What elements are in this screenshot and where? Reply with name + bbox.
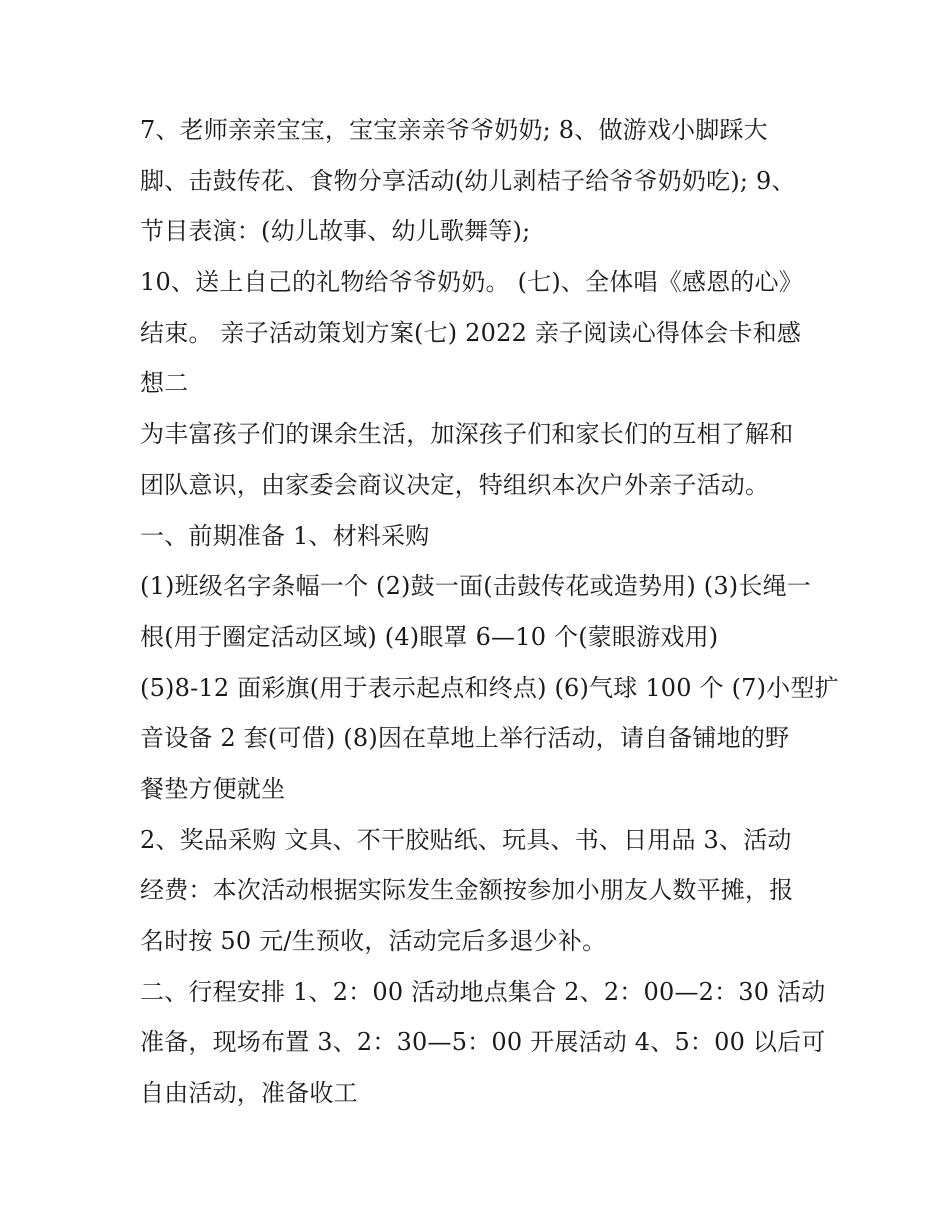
text-line: 2、奖品采购 文具、不干胶贴纸、玩具、书、日用品 3、活动 xyxy=(140,826,792,854)
text-line: 名时按 50 元/生预收，活动完后多退少补。 xyxy=(140,927,607,955)
text-line: 经费：本次活动根据实际发生金额按参加小朋友人数平摊，报 xyxy=(140,876,794,904)
text-line: 餐垫方便就坐 xyxy=(140,775,286,803)
text-line: 7、老师亲亲宝宝，宝宝亲亲爷爷奶奶; 8、做游戏小脚踩大 xyxy=(140,116,768,144)
text-line: 为丰富孩子们的课余生活，加深孩子们和家长们的互相了解和 xyxy=(140,420,794,448)
text-line: 音设备 2 套(可借) (8)因在草地上举行活动，请自备铺地的野 xyxy=(140,724,790,752)
text-line: 脚、击鼓传花、食物分享活动(幼儿剥桔子给爷爷奶奶吃); 9、 xyxy=(140,167,796,195)
section-heading: 二、行程安排 1、2：00 活动地点集合 2、2：00—2：30 活动 xyxy=(140,978,826,1006)
text-line: 节目表演：(幼儿故事、幼儿歌舞等); xyxy=(140,217,531,245)
text-line: 结束。 亲子活动策划方案(七) 2022 亲子阅读心得体会卡和感 xyxy=(140,319,802,347)
text-line: 团队意识，由家委会商议决定，特组织本次户外亲子活动。 xyxy=(140,471,770,499)
text-line: 自由活动，准备收工 xyxy=(140,1079,358,1107)
text-line: 根(用于圈定活动区域) (4)眼罩 6—10 个(蒙眼游戏用) xyxy=(140,623,719,651)
text-line: 想二 xyxy=(140,369,189,397)
text-line: 10、送上自己的礼物给爷爷奶奶。 (七)、全体唱《感恩的心》 xyxy=(140,268,803,296)
text-line: (5)8-12 面彩旗(用于表示起点和终点) (6)气球 100 个 (7)小型扩 xyxy=(140,674,839,702)
text-line: 准备，现场布置 3、2：30—5：00 开展活动 4、5：00 以后可 xyxy=(140,1028,826,1056)
section-heading: 一、前期准备 1、材料采购 xyxy=(140,522,430,550)
text-line: (1)班级名字条幅一个 (2)鼓一面(击鼓传花或造势用) (3)长绳一 xyxy=(140,572,811,600)
